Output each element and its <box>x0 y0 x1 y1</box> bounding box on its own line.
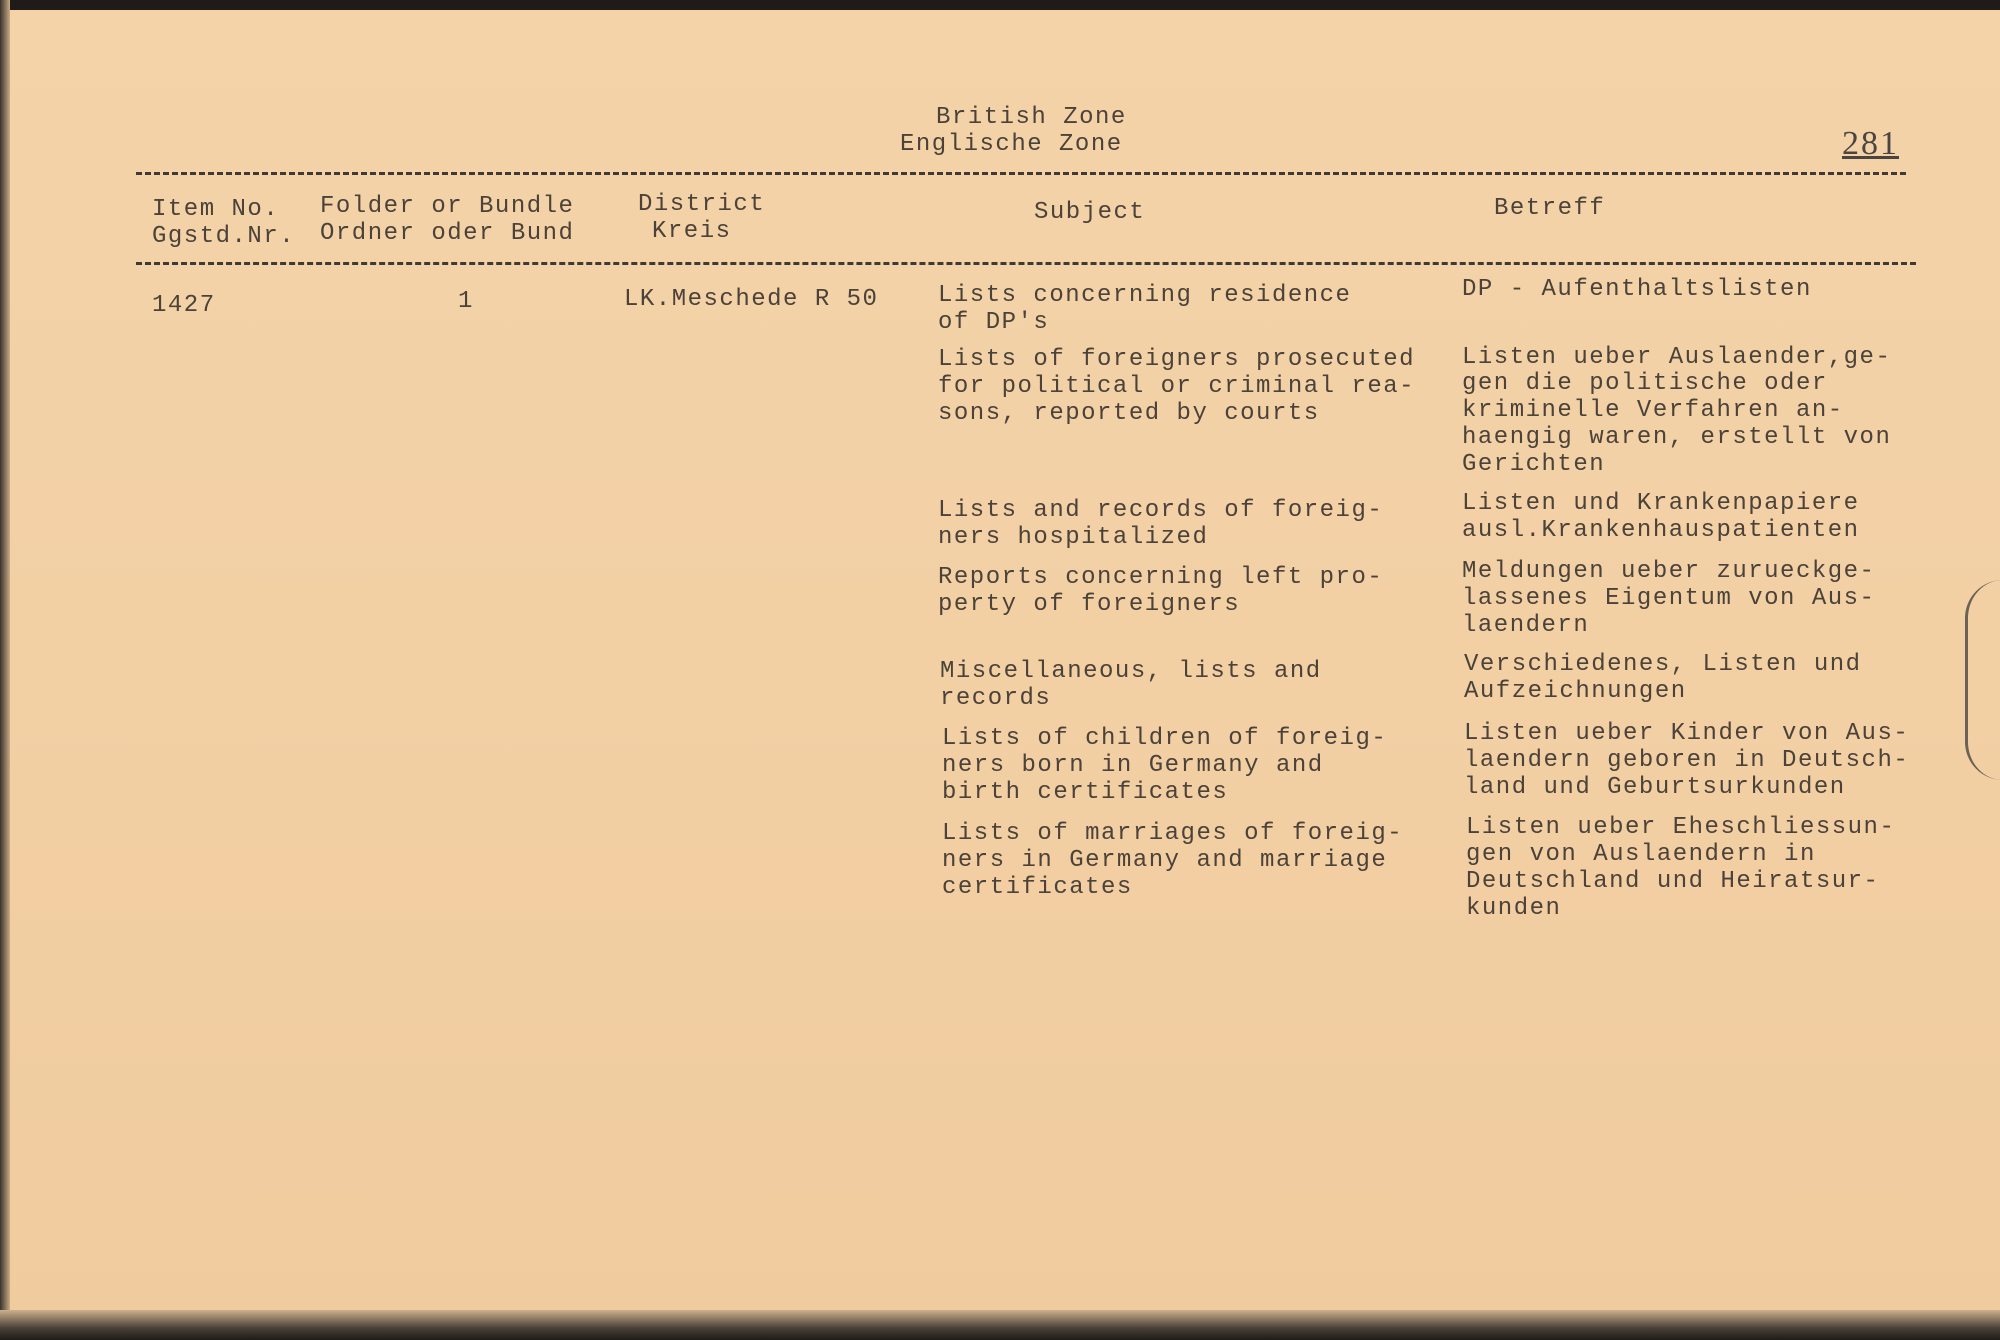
entry-2-betreff-line-2: gen die politische oder <box>1462 370 1828 397</box>
entry-7-betreff-line-2: gen von Auslaendern in <box>1466 841 1816 868</box>
column-header-district-de: Kreis <box>652 218 732 245</box>
entry-1-subject-line-1: Lists concerning residence <box>938 282 1352 309</box>
entry-2-betreff-line-5: Gerichten <box>1462 451 1606 478</box>
header-rule-top <box>136 172 1906 175</box>
header-rule-bottom <box>136 262 1916 265</box>
district-code: LK.Meschede R 50 <box>624 286 879 313</box>
entry-5-betreff-line-1: Verschiedenes, Listen und <box>1464 651 1862 678</box>
entry-5-subject-line-1: Miscellaneous, lists and <box>940 658 1322 685</box>
entry-6-betreff-line-2: laendern geboren in Deutsch- <box>1464 747 1910 774</box>
entry-4-subject-line-1: Reports concerning left pro- <box>938 564 1384 591</box>
entry-1-betreff-line-1: DP - Aufenthaltslisten <box>1462 276 1812 303</box>
entry-6-subject-line-1: Lists of children of foreig- <box>942 725 1388 752</box>
scan-bottom-edge <box>0 1310 2000 1340</box>
entry-2-subject-line-1: Lists of foreigners prosecuted <box>938 346 1416 373</box>
zone-title-german: Englische Zone <box>900 131 1123 158</box>
entry-7-subject-line-3: certificates <box>942 874 1133 901</box>
column-header-folder-en: Folder or Bundle <box>320 193 575 220</box>
entry-6-subject-line-2: ners born in Germany and <box>942 752 1324 779</box>
column-header-betreff: Betreff <box>1494 195 1606 222</box>
scan-top-edge <box>0 0 2000 10</box>
scan-left-edge <box>0 0 10 1340</box>
entry-4-betreff-line-1: Meldungen ueber zurueckge- <box>1462 558 1876 585</box>
column-header-folder-de: Ordner oder Bund <box>320 220 575 247</box>
entry-3-subject-line-1: Lists and records of foreig- <box>938 497 1384 524</box>
entry-5-subject-line-2: records <box>940 685 1052 712</box>
entry-3-betreff-line-2: ausl.Krankenhauspatienten <box>1462 517 1860 544</box>
item-number: 1427 <box>152 292 216 319</box>
column-header-subject: Subject <box>1034 199 1146 226</box>
entry-3-betreff-line-1: Listen und Krankenpapiere <box>1462 490 1860 517</box>
entry-4-betreff-line-2: lassenes Eigentum von Aus- <box>1462 585 1876 612</box>
entry-1-subject-line-2: of DP's <box>938 309 1050 336</box>
binder-ring-shadow <box>1965 580 2000 780</box>
zone-title-english: British Zone <box>936 104 1127 131</box>
column-header-item-en: Item No. <box>152 196 280 223</box>
entry-2-betreff-line-4: haengig waren, erstellt von <box>1462 424 1892 451</box>
entry-2-subject-line-2: for political or criminal rea- <box>938 373 1416 400</box>
entry-4-betreff-line-3: laendern <box>1462 612 1590 639</box>
entry-2-betreff-line-3: kriminelle Verfahren an- <box>1462 397 1844 424</box>
column-header-item-de: Ggstd.Nr. <box>152 223 296 250</box>
entry-7-betreff-line-4: kunden <box>1466 895 1562 922</box>
page-number: 281 <box>1842 125 1899 162</box>
entry-7-subject-line-2: ners in Germany and marriage <box>942 847 1388 874</box>
entry-6-betreff-line-1: Listen ueber Kinder von Aus- <box>1464 720 1910 747</box>
entry-2-subject-line-3: sons, reported by courts <box>938 400 1320 427</box>
folder-number: 1 <box>458 288 474 315</box>
entry-5-betreff-line-2: Aufzeichnungen <box>1464 678 1687 705</box>
column-header-district-en: District <box>638 191 766 218</box>
entry-7-betreff-line-3: Deutschland und Heiratsur- <box>1466 868 1880 895</box>
entry-7-subject-line-1: Lists of marriages of foreig- <box>942 820 1404 847</box>
entry-6-subject-line-3: birth certificates <box>942 779 1229 806</box>
entry-7-betreff-line-1: Listen ueber Eheschliessun- <box>1466 814 1896 841</box>
entry-2-betreff-line-1: Listen ueber Auslaender,ge- <box>1462 344 1892 371</box>
entry-6-betreff-line-3: land und Geburtsurkunden <box>1464 774 1846 801</box>
entry-4-subject-line-2: perty of foreigners <box>938 591 1241 618</box>
entry-3-subject-line-2: ners hospitalized <box>938 524 1209 551</box>
